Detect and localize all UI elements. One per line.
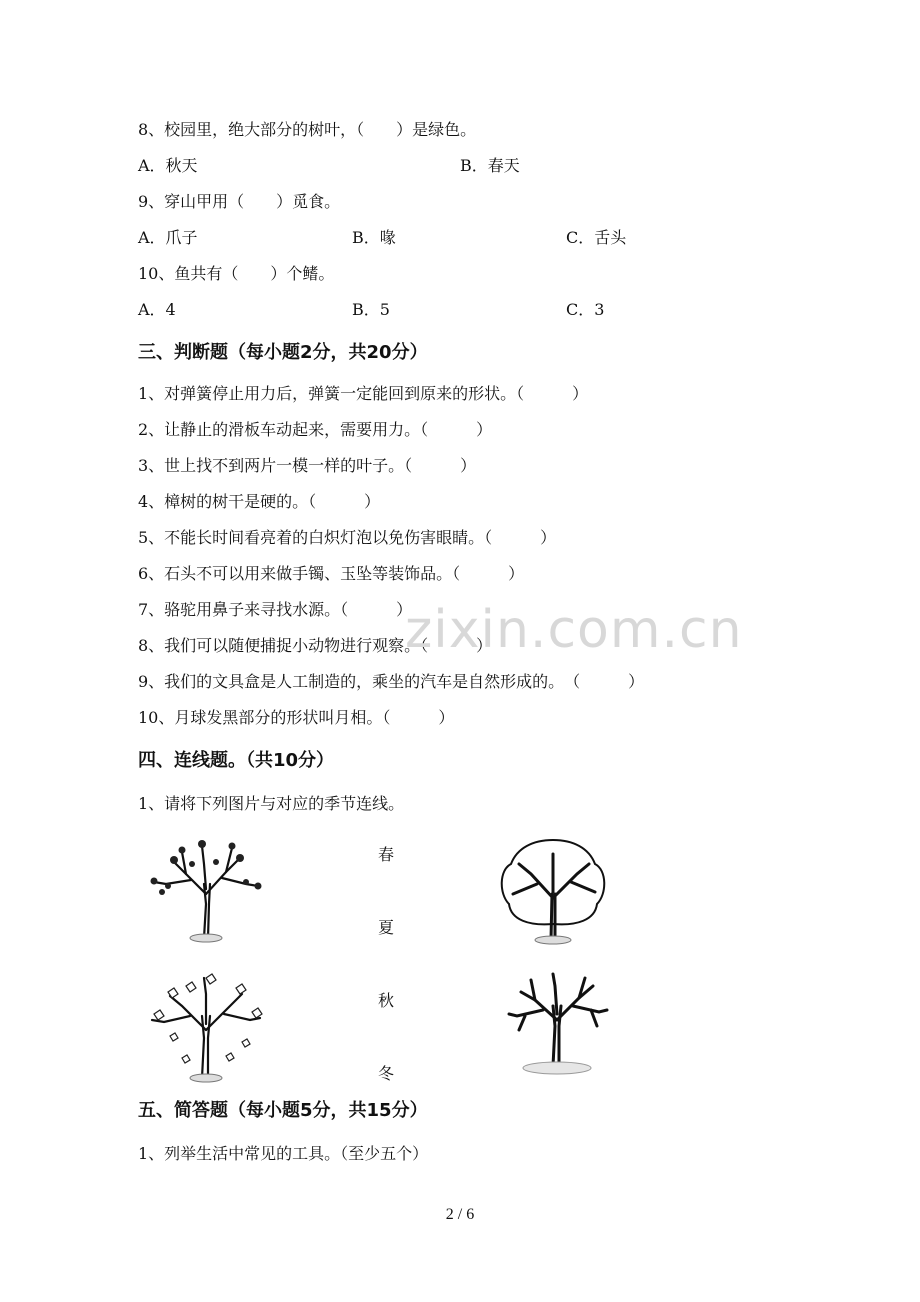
section5-title: 五、简答题（每小题5分，共15分） [138,1100,428,1121]
judge-item-4: 4、樟树的树干是硬的。（ ） [138,492,381,511]
matching-question: 1、请将下列图片与对应的季节连线。 [138,794,405,813]
tree-autumn-image[interactable] [146,972,266,1084]
q9-option-c: C．舌头 [566,228,627,247]
judge-item-2: 2、让静止的滑板车动起来，需要用力。（ ） [138,420,493,439]
section4-title: 四、连线题。（共10分） [138,750,335,771]
q10-option-b: B．5 [352,300,390,319]
tree-spring-image[interactable] [146,834,266,944]
q10-stem: 10、鱼共有（ ）个鳍。 [138,264,335,283]
season-winter: 冬 [378,1064,395,1083]
q10-option-c: C．3 [566,300,605,319]
q9-option-a: A．爪子 [138,228,198,247]
q9-stem: 9、穿山甲用（ ）觅食。 [138,192,341,211]
q8-stem: 8、校园里，绝大部分的树叶，（ ）是绿色。 [138,120,477,139]
page-number: 2 / 6 [445,1206,475,1223]
judge-item-10: 10、月球发黑部分的形状叫月相。（ ） [138,708,455,727]
watermark-text: zixin.com.cn [405,600,743,660]
judge-item-1: 1、对弹簧停止用力后，弹簧一定能回到原来的形状。（ ） [138,384,589,403]
season-summer: 夏 [378,918,395,937]
judge-item-8: 8、我们可以随便捕捉小动物进行观察。（ ） [138,636,493,655]
q10-option-a: A．4 [138,300,176,319]
section3-title: 三、判断题（每小题2分，共20分） [138,342,428,363]
q9-option-b: B．喙 [352,228,396,247]
tree-winter-image[interactable] [505,970,609,1078]
judge-item-3: 3、世上找不到两片一模一样的叶子。（ ） [138,456,477,475]
season-spring: 春 [378,845,395,864]
judge-item-9: 9、我们的文具盒是人工制造的，乘坐的汽车是自然形成的。 （ ） [138,672,645,691]
tree-summer-image[interactable] [497,834,609,946]
q8-option-a: A．秋天 [138,156,198,175]
judge-item-7: 7、骆驼用鼻子来寻找水源。（ ） [138,600,413,619]
q8-option-b: B．春天 [460,156,520,175]
season-autumn: 秋 [378,991,395,1010]
judge-item-5: 5、不能长时间看亮着的白炽灯泡以免伤害眼睛。（ ） [138,528,557,547]
judge-item-6: 6、石头不可以用来做手镯、玉坠等装饰品。（ ） [138,564,525,583]
short-answer-question-1: 1、列举生活中常见的工具。（至少五个） [138,1144,429,1163]
